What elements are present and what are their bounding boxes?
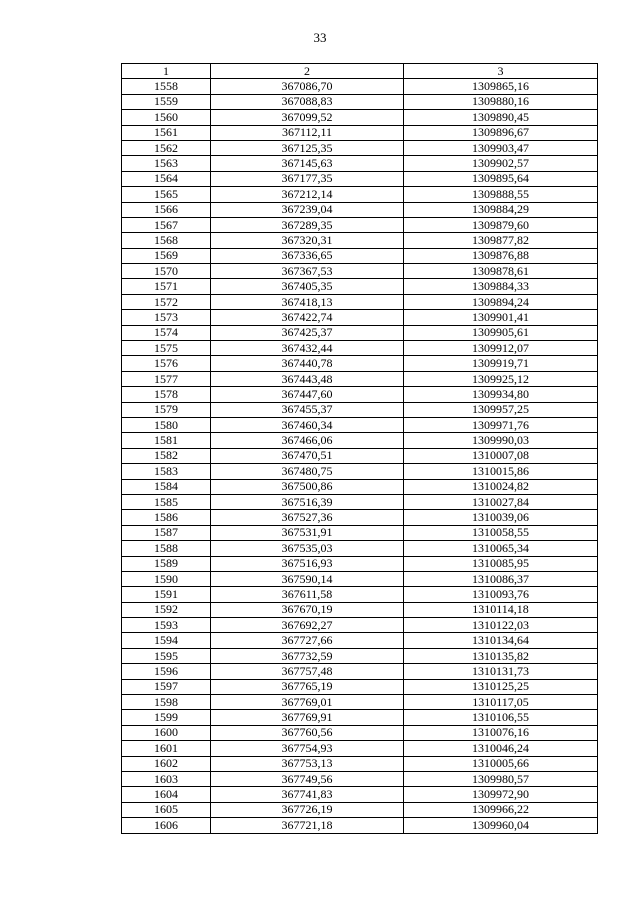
table-row [122,140,598,155]
table-row [122,248,598,263]
y-coordinate-cell: 1310024,82 [404,479,598,494]
y-coordinate-cell: 1309972,90 [404,787,598,802]
point-number-cell: 1598 [122,695,211,710]
point-number-cell: 1558 [122,79,211,94]
x-coordinate-cell: 367289,35 [211,217,404,232]
table-row [122,756,598,771]
point-number-cell: 1569 [122,248,211,263]
x-coordinate-cell: 367367,53 [211,264,404,279]
x-coordinate-cell: 367727,66 [211,633,404,648]
point-number-cell: 1561 [122,125,211,140]
table-row [122,695,598,710]
x-coordinate-cell: 367422,74 [211,310,404,325]
table-row [122,279,598,294]
table-row [122,787,598,802]
y-coordinate-cell: 1309890,45 [404,110,598,125]
y-coordinate-cell: 1309878,61 [404,264,598,279]
table-row [122,187,598,202]
x-coordinate-cell: 367516,39 [211,494,404,509]
y-coordinate-cell: 1310131,73 [404,664,598,679]
point-number-cell: 1582 [122,448,211,463]
x-coordinate-cell: 367425,37 [211,325,404,340]
y-coordinate-cell: 1309896,67 [404,125,598,140]
y-coordinate-cell: 1310039,06 [404,510,598,525]
table-row [122,448,598,463]
point-number-cell: 1566 [122,202,211,217]
point-number-cell: 1572 [122,294,211,309]
point-number-cell: 1565 [122,187,211,202]
table-row [122,217,598,232]
y-coordinate-cell: 1309980,57 [404,771,598,786]
point-number-cell: 1583 [122,464,211,479]
point-number-cell: 1570 [122,264,211,279]
y-coordinate-cell: 1309865,16 [404,79,598,94]
x-coordinate-cell: 367754,93 [211,741,404,756]
table-row [122,802,598,817]
point-number-cell: 1559 [122,94,211,109]
y-coordinate-cell: 1310005,66 [404,756,598,771]
table-row [122,402,598,417]
coordinates-table [121,63,598,834]
y-coordinate-cell: 1309903,47 [404,140,598,155]
x-coordinate-cell: 367145,63 [211,156,404,171]
point-number-cell: 1577 [122,371,211,386]
x-coordinate-cell: 367670,19 [211,602,404,617]
x-coordinate-cell: 367336,65 [211,248,404,263]
table-body [122,79,598,833]
table-row [122,79,598,94]
y-coordinate-cell: 1310135,82 [404,648,598,663]
page-number: 33 [313,30,327,45]
y-coordinate-cell: 1309884,33 [404,279,598,294]
point-number-cell: 1589 [122,556,211,571]
x-coordinate-cell: 367769,91 [211,710,404,725]
point-number-cell: 1603 [122,771,211,786]
table-row [122,125,598,140]
table-row [122,664,598,679]
table-row [122,679,598,694]
x-coordinate-cell: 367732,59 [211,648,404,663]
y-coordinate-cell: 1310046,24 [404,741,598,756]
point-number-cell: 1574 [122,325,211,340]
x-coordinate-cell: 367320,31 [211,233,404,248]
table-row [122,556,598,571]
x-coordinate-cell: 367177,35 [211,171,404,186]
point-number-cell: 1563 [122,156,211,171]
x-coordinate-cell: 367466,06 [211,433,404,448]
point-number-cell: 1586 [122,510,211,525]
table-row [122,510,598,525]
x-coordinate-cell: 367535,03 [211,541,404,556]
y-coordinate-cell: 1309990,03 [404,433,598,448]
y-coordinate-cell: 1309888,55 [404,187,598,202]
table-row [122,171,598,186]
point-number-cell: 1588 [122,541,211,556]
x-coordinate-cell: 367455,37 [211,402,404,417]
point-number-cell: 1597 [122,679,211,694]
column-header: 3 [404,64,598,79]
table-row [122,725,598,740]
point-number-cell: 1564 [122,171,211,186]
table-row [122,264,598,279]
x-coordinate-cell: 367531,91 [211,525,404,540]
point-number-cell: 1568 [122,233,211,248]
point-number-cell: 1606 [122,818,211,833]
table-row [122,94,598,109]
table-row [122,633,598,648]
table-row [122,818,598,833]
x-coordinate-cell: 367769,01 [211,695,404,710]
table-row [122,356,598,371]
y-coordinate-cell: 1309934,80 [404,387,598,402]
x-coordinate-cell: 367757,48 [211,664,404,679]
y-coordinate-cell: 1309919,71 [404,356,598,371]
x-coordinate-cell: 367440,78 [211,356,404,371]
x-coordinate-cell: 367480,75 [211,464,404,479]
y-coordinate-cell: 1309876,88 [404,248,598,263]
point-number-cell: 1602 [122,756,211,771]
point-number-cell: 1596 [122,664,211,679]
table-row [122,741,598,756]
y-coordinate-cell: 1309879,60 [404,217,598,232]
table-row [122,310,598,325]
y-coordinate-cell: 1309966,22 [404,802,598,817]
point-number-cell: 1573 [122,310,211,325]
y-coordinate-cell: 1310027,84 [404,494,598,509]
y-coordinate-cell: 1310058,55 [404,525,598,540]
y-coordinate-cell: 1310117,05 [404,695,598,710]
x-coordinate-cell: 367760,56 [211,725,404,740]
table-row [122,771,598,786]
y-coordinate-cell: 1310134,64 [404,633,598,648]
y-coordinate-cell: 1309957,25 [404,402,598,417]
column-header: 1 [122,64,211,79]
table-row [122,341,598,356]
x-coordinate-cell: 367500,86 [211,479,404,494]
x-coordinate-cell: 367418,13 [211,294,404,309]
point-number-cell: 1593 [122,618,211,633]
y-coordinate-cell: 1310076,16 [404,725,598,740]
point-number-cell: 1601 [122,741,211,756]
y-coordinate-cell: 1310106,55 [404,710,598,725]
table-row [122,371,598,386]
point-number-cell: 1590 [122,571,211,586]
x-coordinate-cell: 367753,13 [211,756,404,771]
table-row [122,541,598,556]
x-coordinate-cell: 367099,52 [211,110,404,125]
table-row [122,525,598,540]
x-coordinate-cell: 367749,56 [211,771,404,786]
y-coordinate-cell: 1309894,24 [404,294,598,309]
point-number-cell: 1571 [122,279,211,294]
y-coordinate-cell: 1310015,86 [404,464,598,479]
y-coordinate-cell: 1310122,03 [404,618,598,633]
table-row [122,494,598,509]
table-row [122,202,598,217]
table-row [122,710,598,725]
x-coordinate-cell: 367432,44 [211,341,404,356]
column-header: 2 [211,64,404,79]
point-number-cell: 1584 [122,479,211,494]
y-coordinate-cell: 1310093,76 [404,587,598,602]
x-coordinate-cell: 367765,19 [211,679,404,694]
table-row [122,417,598,432]
y-coordinate-cell: 1310085,95 [404,556,598,571]
y-coordinate-cell: 1310086,37 [404,571,598,586]
x-coordinate-cell: 367212,14 [211,187,404,202]
point-number-cell: 1605 [122,802,211,817]
y-coordinate-cell: 1309880,16 [404,94,598,109]
table-row [122,233,598,248]
table-row [122,387,598,402]
y-coordinate-cell: 1309912,07 [404,341,598,356]
y-coordinate-cell: 1310007,08 [404,448,598,463]
point-number-cell: 1595 [122,648,211,663]
x-coordinate-cell: 367088,83 [211,94,404,109]
x-coordinate-cell: 367447,60 [211,387,404,402]
table-row [122,156,598,171]
x-coordinate-cell: 367443,48 [211,371,404,386]
y-coordinate-cell: 1309895,64 [404,171,598,186]
x-coordinate-cell: 367112,11 [211,125,404,140]
table-row [122,587,598,602]
y-coordinate-cell: 1310065,34 [404,541,598,556]
y-coordinate-cell: 1309905,61 [404,325,598,340]
table-row [122,294,598,309]
point-number-cell: 1560 [122,110,211,125]
x-coordinate-cell: 367470,51 [211,448,404,463]
point-number-cell: 1600 [122,725,211,740]
table-row [122,479,598,494]
x-coordinate-cell: 367239,04 [211,202,404,217]
table-row [122,464,598,479]
x-coordinate-cell: 367405,35 [211,279,404,294]
point-number-cell: 1575 [122,341,211,356]
y-coordinate-cell: 1309925,12 [404,371,598,386]
y-coordinate-cell: 1310114,18 [404,602,598,617]
point-number-cell: 1581 [122,433,211,448]
point-number-cell: 1587 [122,525,211,540]
table-row [122,433,598,448]
x-coordinate-cell: 367692,27 [211,618,404,633]
table-row [122,325,598,340]
x-coordinate-cell: 367527,36 [211,510,404,525]
point-number-cell: 1585 [122,494,211,509]
table-row [122,110,598,125]
y-coordinate-cell: 1309902,57 [404,156,598,171]
table-row [122,602,598,617]
point-number-cell: 1592 [122,602,211,617]
x-coordinate-cell: 367721,18 [211,818,404,833]
table-row [122,648,598,663]
y-coordinate-cell: 1309971,76 [404,417,598,432]
point-number-cell: 1604 [122,787,211,802]
table-row [122,571,598,586]
point-number-cell: 1562 [122,140,211,155]
x-coordinate-cell: 367516,93 [211,556,404,571]
point-number-cell: 1599 [122,710,211,725]
table-header-row [122,64,598,79]
point-number-cell: 1579 [122,402,211,417]
y-coordinate-cell: 1310125,25 [404,679,598,694]
point-number-cell: 1580 [122,417,211,432]
x-coordinate-cell: 367590,14 [211,571,404,586]
point-number-cell: 1594 [122,633,211,648]
x-coordinate-cell: 367086,70 [211,79,404,94]
x-coordinate-cell: 367611,58 [211,587,404,602]
point-number-cell: 1591 [122,587,211,602]
y-coordinate-cell: 1309884,29 [404,202,598,217]
y-coordinate-cell: 1309877,82 [404,233,598,248]
x-coordinate-cell: 367125,35 [211,140,404,155]
y-coordinate-cell: 1309960,04 [404,818,598,833]
x-coordinate-cell: 367726,19 [211,802,404,817]
point-number-cell: 1576 [122,356,211,371]
point-number-cell: 1567 [122,217,211,232]
y-coordinate-cell: 1309901,41 [404,310,598,325]
table-row [122,618,598,633]
x-coordinate-cell: 367741,83 [211,787,404,802]
point-number-cell: 1578 [122,387,211,402]
x-coordinate-cell: 367460,34 [211,417,404,432]
